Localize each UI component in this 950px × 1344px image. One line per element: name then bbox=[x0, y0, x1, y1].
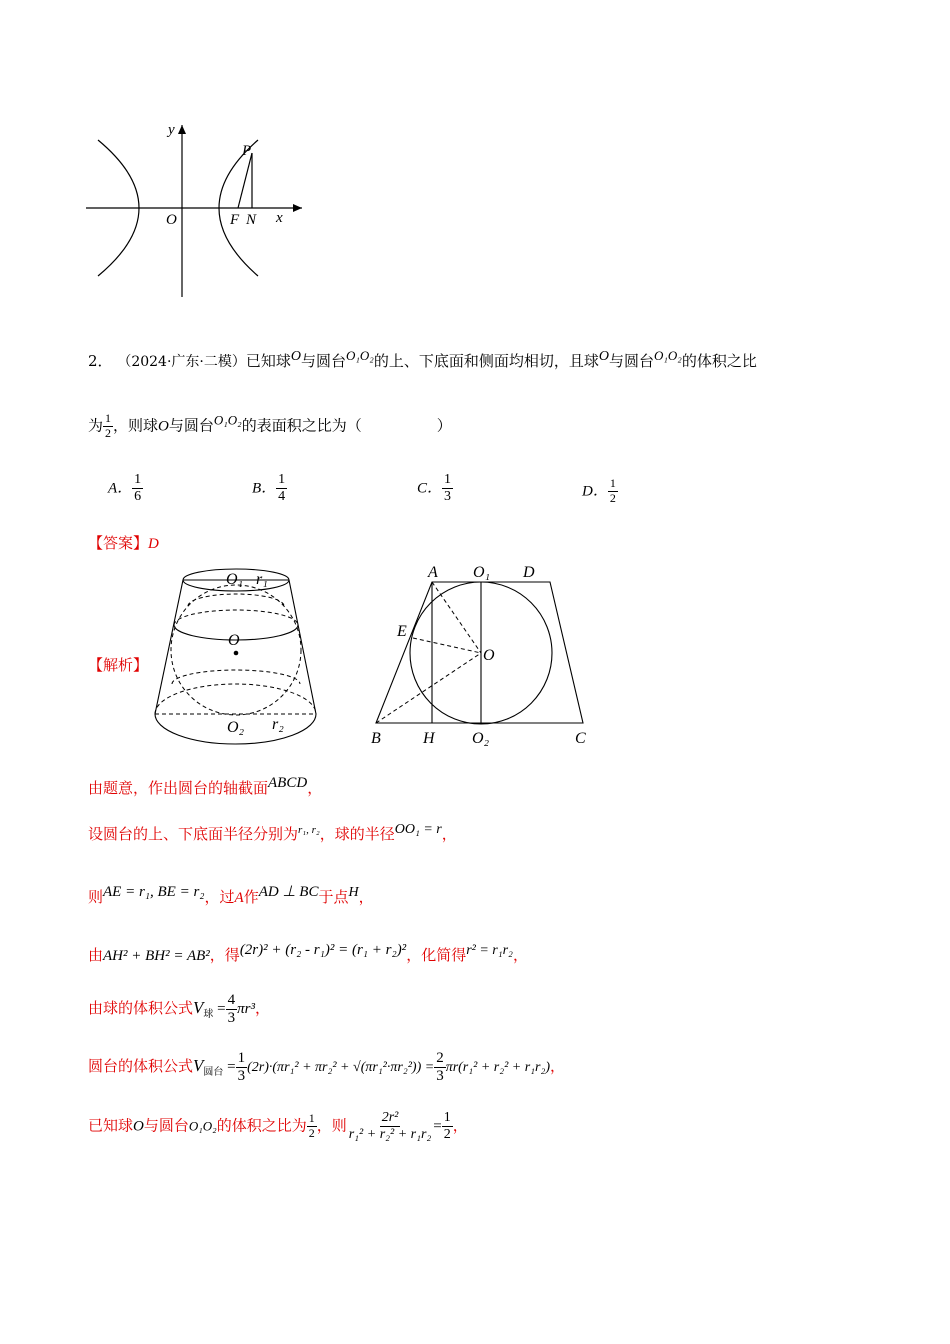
label-P: P bbox=[242, 143, 252, 159]
x-axis-arrow bbox=[293, 204, 302, 212]
question-number: 2． bbox=[88, 352, 113, 370]
svg-text:O₂: O₂ bbox=[227, 719, 245, 736]
label-O: O bbox=[166, 212, 177, 228]
solution-line-1: 由题意，作出圆台的轴截面$^{ABCD}$， bbox=[88, 775, 323, 797]
y-axis-arrow bbox=[178, 125, 186, 134]
svg-text:r₂: r₂ bbox=[272, 716, 284, 733]
svg-text:D: D bbox=[523, 564, 535, 581]
label-F: F bbox=[230, 212, 240, 228]
ratio-fraction: $\frac{1}{2}$ bbox=[105, 411, 112, 440]
solution-line-6: 圆台的体积公式$V_{圆台}$ = $\frac{1}{3}$ (2r)·(πr₁² + πr₂² + √(πr₁²·πr₂²)) = $\frac{2}{3}$ πr(r₁² + r₂² + r₁r₂)， bbox=[88, 1050, 566, 1085]
svg-text:H: H bbox=[423, 730, 435, 747]
svg-text:O₁: O₁ bbox=[473, 564, 491, 581]
answer-value: D bbox=[148, 536, 159, 552]
svg-text:O₂: O₂ bbox=[472, 730, 490, 747]
frustum-figure bbox=[150, 562, 325, 752]
svg-text:O: O bbox=[228, 632, 240, 649]
svg-text:r₁: r₁ bbox=[256, 571, 268, 588]
svg-text:O: O bbox=[483, 647, 495, 664]
svg-text:A: A bbox=[428, 564, 438, 581]
analysis-label: 【解析】 bbox=[88, 656, 149, 674]
option-d[interactable]: D． $\frac{1}{2}$ bbox=[582, 476, 616, 505]
solution-line-5: 由球的体积公式$V_球$ = $\frac{4}{3}$ πr³， bbox=[88, 992, 270, 1027]
svg-text:O₁: O₁ bbox=[226, 571, 244, 588]
svg-text:C: C bbox=[575, 730, 586, 747]
question-line-2: 为 $\frac{1}{2}$ ，则球O与圆台$^{O_1O_2}$的表面积之比为（ ） bbox=[88, 411, 452, 440]
svg-text:B: B bbox=[371, 730, 381, 747]
axial-section-figure bbox=[365, 558, 595, 750]
question-source: （2024·广东·二模） bbox=[117, 354, 246, 370]
label-N: N bbox=[246, 212, 257, 228]
label-y: y bbox=[168, 122, 175, 138]
solution-line-2: 设圆台的上、下底面半径分别为$^{r_1, r_2}$，球的半径$^{OO_1 = r}$， bbox=[88, 822, 457, 843]
option-c[interactable]: C． $\frac{1}{3}$ bbox=[417, 472, 452, 505]
hyperbola-graph bbox=[80, 115, 310, 305]
svg-text:E: E bbox=[397, 623, 407, 640]
option-a[interactable]: A． $\frac{1}{6}$ bbox=[108, 472, 142, 505]
answer bbox=[88, 532, 159, 553]
solution-line-3: 则$^{AE = r_1, BE = r_2}$，过A作$^{AD \perp BC}$于点$^H$， bbox=[88, 884, 374, 906]
solution-line-7: 已知球O与圆台O₁O₂的体积之比为 $\frac{1}{2}$ ，则 $\frac{\text{2r²}}{\text{r₁² + r₂² + r₁r₂}}$ = $\frac{1}{2}$ ， bbox=[88, 1110, 468, 1143]
question-line-1: 2． （2024·广东·二模）已知球$^O$与圆台$^{O_1O_2}$的上、下底面和侧面均相切，且球$^O$与圆台$^{O_1O_2}$的体积之比 bbox=[88, 348, 757, 370]
solution-line-4: 由AH² + BH² = AB²，得$^{(2r)^2 + (r_2 - r_1)^2 = (r_1 + r_2)^2}$，化简得$^{r^2 = r_1r_2}$， bbox=[88, 942, 528, 964]
label-x: x bbox=[276, 210, 283, 226]
segment-PF bbox=[238, 153, 252, 208]
answer-label: 【答案】 bbox=[88, 534, 149, 552]
option-b[interactable]: B． $\frac{1}{4}$ bbox=[252, 472, 286, 505]
